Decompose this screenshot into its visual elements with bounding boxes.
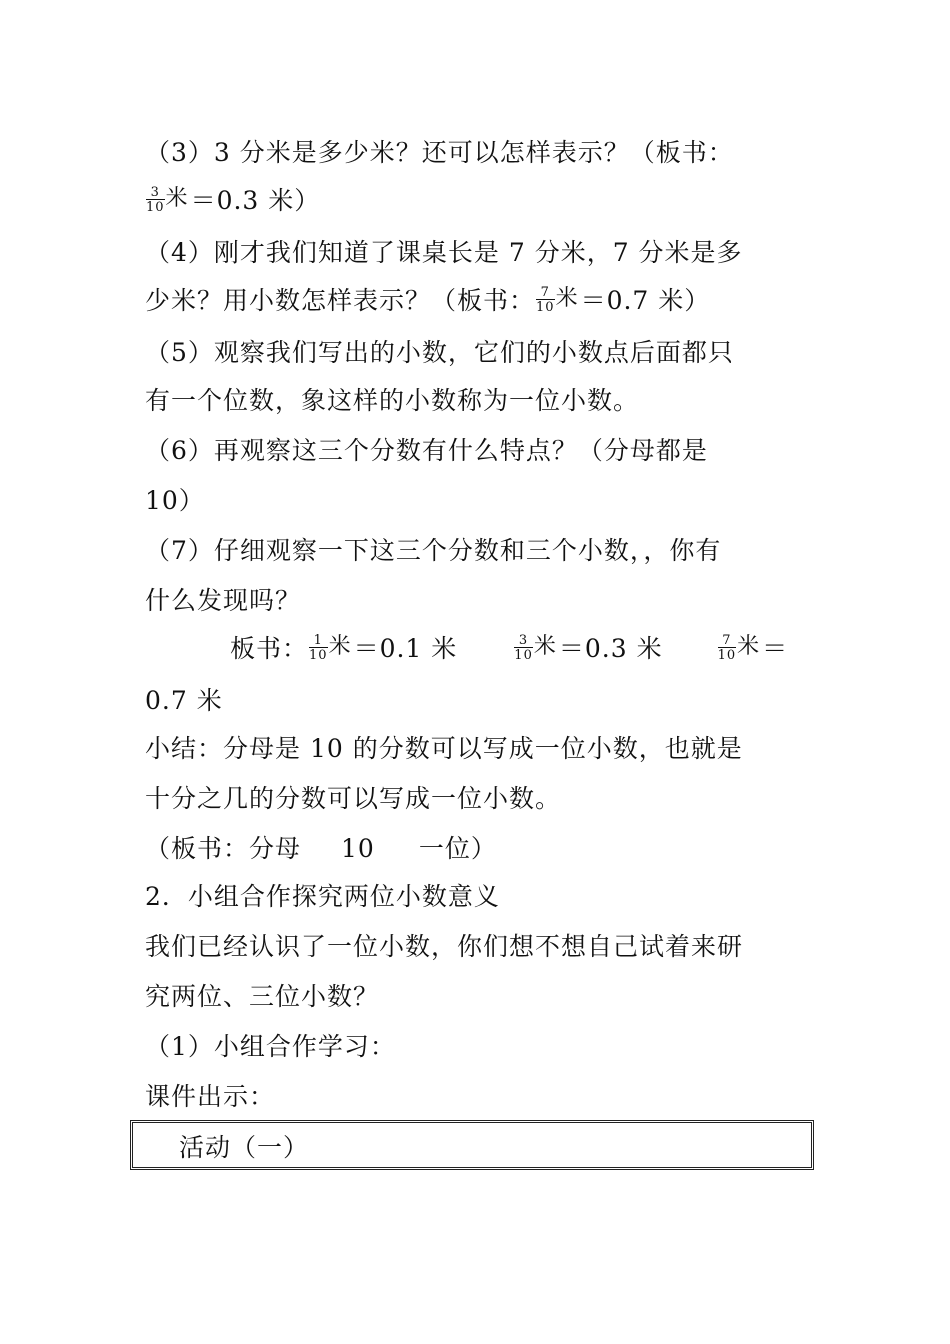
- line-text: （3）3 分米是多少米？还可以怎样表示？（板书：: [145, 138, 734, 167]
- line-text: 板书：: [230, 634, 309, 663]
- line-text: 10）: [145, 486, 205, 515]
- board-writing-line: [230, 632, 788, 668]
- section-heading: [145, 880, 500, 914]
- text-line-q3-answer: [145, 184, 320, 220]
- line-text: ＝: [762, 634, 789, 663]
- line-text: 课件出示：: [145, 1082, 276, 1111]
- text-line-intro-cont: [145, 980, 379, 1014]
- fraction-7-10: $\frac{7}{10}$: [717, 632, 737, 663]
- board-writing-cont: [145, 684, 223, 718]
- text-line-q5: [145, 336, 734, 370]
- line-text: （6）再观察这三个分数有什么特点？（分母都是: [145, 436, 708, 465]
- text-line-courseware: [145, 1080, 275, 1114]
- line-text: ＝0.3 米: [558, 634, 663, 663]
- unit-mi-small: 米: [328, 634, 352, 659]
- summary-line: [145, 732, 743, 766]
- line-text: （1）小组合作学习：: [145, 1032, 396, 1061]
- line-text: 有一个位数，象这样的小数称为一位小数。: [145, 386, 640, 415]
- summary-line-cont: [145, 782, 561, 816]
- text-line-q6: [145, 434, 708, 468]
- activity-box-label: 活动（一）: [179, 1133, 310, 1162]
- fraction-1-10: $\frac{1}{10}$: [309, 632, 328, 663]
- board-summary-line: [145, 832, 497, 866]
- line-text: （7）仔细观察一下这三个分数和三个小数，，你有: [145, 536, 722, 565]
- text-line-q4: [145, 236, 743, 270]
- line-text: 十分之几的分数可以写成一位小数。: [145, 784, 562, 813]
- line-text: 什么发现吗？: [145, 586, 302, 615]
- line-text: 10: [341, 834, 375, 863]
- text-line-q7: [145, 534, 721, 568]
- text-line-q4-cont: [145, 284, 710, 320]
- line-text: ＝0.1 米: [353, 634, 458, 663]
- line-text: （4）刚才我们知道了课桌长是 7 分米，7 分米是多: [145, 238, 743, 267]
- fraction-7-10: $\frac{7}{10}$: [536, 284, 555, 315]
- text-line-intro: [145, 930, 743, 964]
- unit-mi-small: 米: [533, 634, 557, 659]
- line-text: 小结：分母是 10 的分数可以写成一位小数，也就是: [145, 734, 743, 763]
- line-text: 一位）: [418, 834, 497, 863]
- line-text: 0.7 米: [145, 686, 223, 715]
- line-text: 2．小组合作探究两位小数意义: [145, 882, 500, 911]
- text-line-q5-cont: [145, 384, 639, 418]
- line-text: 少米？用小数怎样表示？（板书：: [145, 286, 536, 315]
- text-line-group-study: [145, 1030, 396, 1064]
- line-text: （5）观察我们写出的小数，它们的小数点后面都只: [145, 338, 734, 367]
- unit-mi-small: 米: [165, 186, 189, 211]
- unit-mi-small: 米: [737, 634, 761, 659]
- text-line-q6-cont: [145, 484, 205, 518]
- fraction-3-10: $\frac{3}{10}$: [146, 184, 165, 215]
- text-line-q7-cont: [145, 584, 301, 618]
- line-text: ＝0.7 米）: [580, 286, 711, 315]
- activity-box: [130, 1120, 814, 1170]
- fraction-3-10: $\frac{3}{10}$: [514, 632, 533, 663]
- line-text: 我们已经认识了一位小数，你们想不想自己试着来研: [145, 932, 744, 961]
- unit-mi-small: 米: [555, 286, 579, 311]
- line-text: 究两位、三位小数？: [145, 982, 380, 1011]
- line-text: ＝0.3 米）: [190, 186, 321, 215]
- line-text: （板书：分母: [145, 834, 302, 863]
- text-line-q3: [145, 136, 734, 170]
